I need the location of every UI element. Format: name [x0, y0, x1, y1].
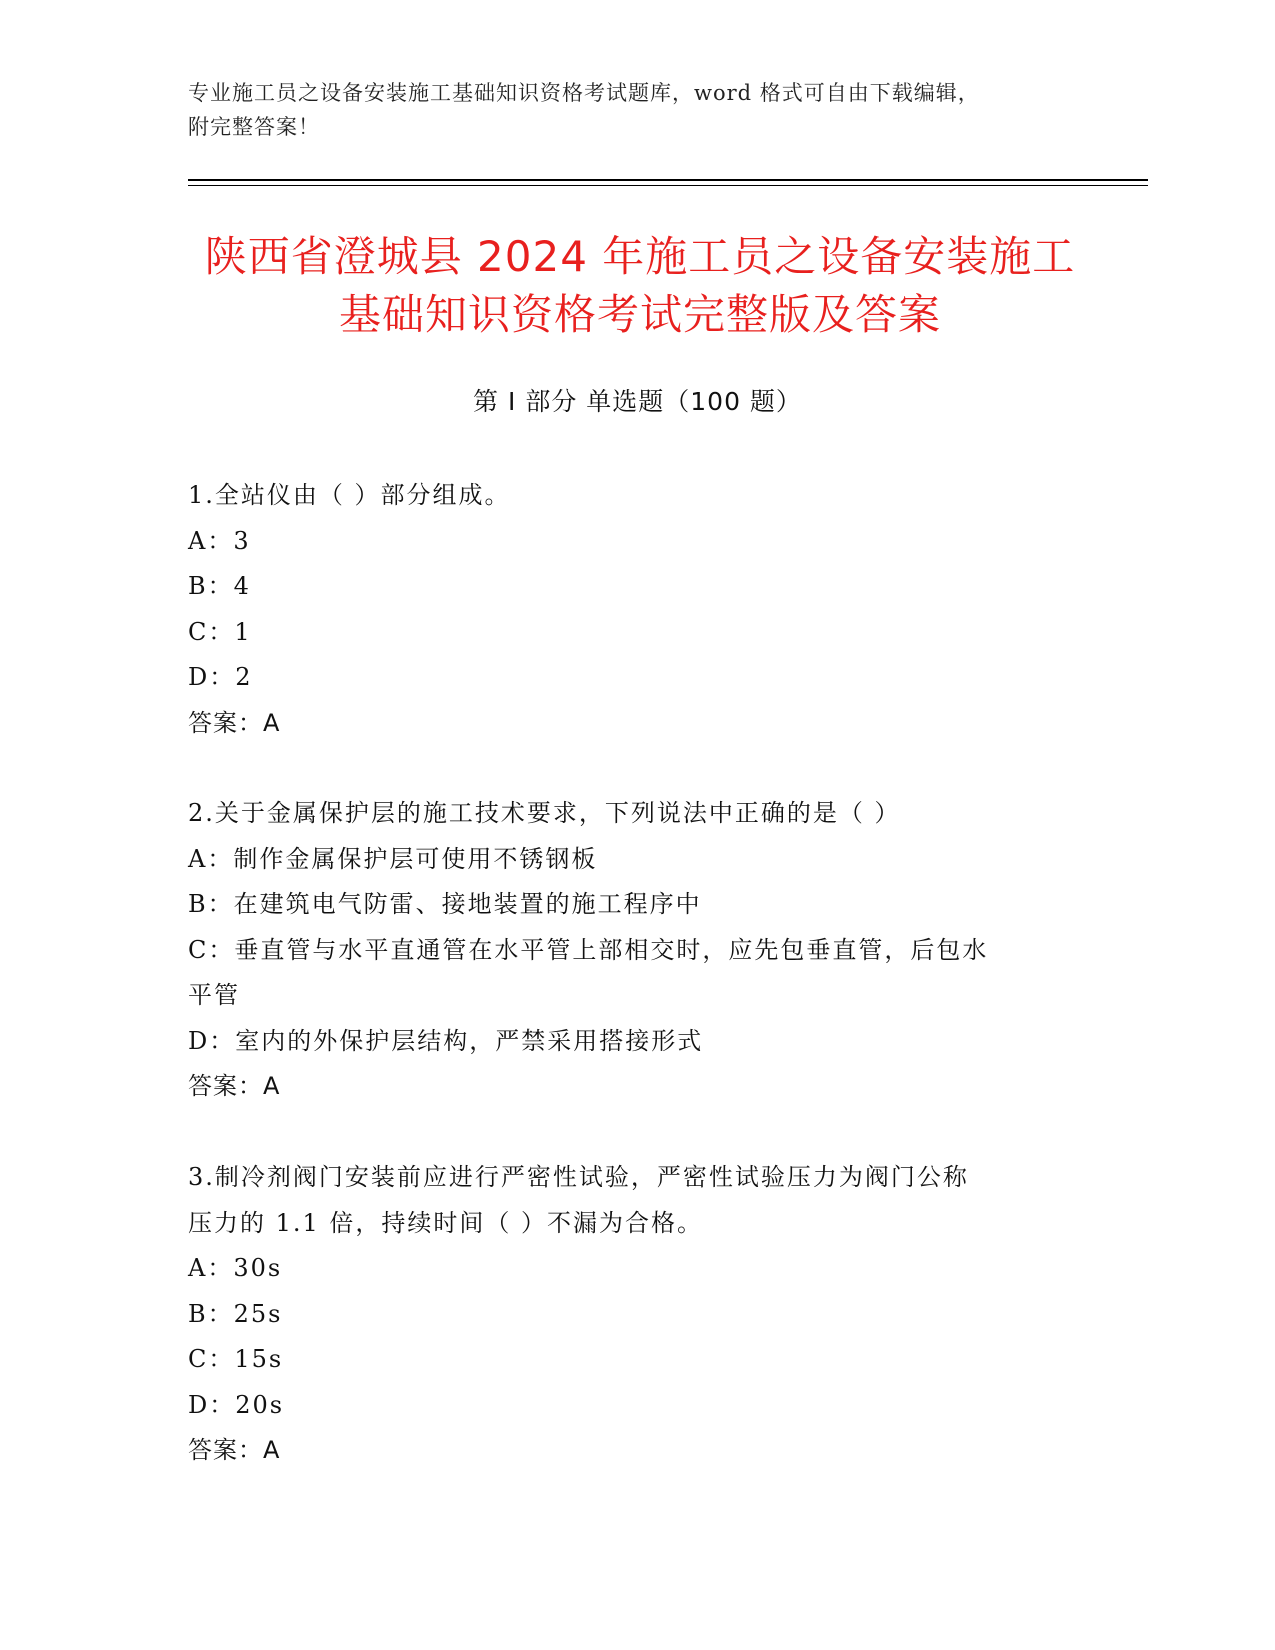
option-d: D：20s [188, 1390, 285, 1419]
option-b: B：在建筑电气防雷、接地装置的施工程序中 [188, 890, 702, 918]
option-c-continued: 平管 [188, 981, 240, 1009]
option-a: A：制作金属保护层可使用不锈钢板 [188, 844, 598, 873]
question-1 [188, 473, 1088, 746]
option-a: A：3 [188, 526, 251, 555]
header-note-line-2: 附完整答案！ [188, 115, 320, 139]
document-title [150, 228, 1130, 344]
option-a: A：30s [188, 1254, 283, 1282]
question-stem: 2.关于金属保护层的施工技术要求，下列说法中正确的是（ ） [188, 799, 901, 827]
option-d: D：室内的外保护层结构，严禁采用搭接形式 [188, 1026, 704, 1055]
header-divider-thick [188, 179, 1148, 181]
document-title-line-1: 陕西省澄城县 2024 年施工员之设备安装施工 [204, 232, 1076, 281]
question-3 [188, 1155, 1088, 1474]
section-title: 第 I 部分 单选题（100 题） [473, 387, 802, 416]
document-title-line-2: 基础知识资格考试完整版及答案 [338, 290, 941, 339]
answer: 答案：A [188, 1436, 281, 1464]
option-c: C：1 [188, 617, 252, 646]
question-stem: 3.制冷剂阀门安装前应进行严密性试验，严密性试验压力为阀门公称 [188, 1163, 969, 1191]
option-d: D：2 [188, 663, 253, 691]
header-note [188, 76, 1088, 144]
option-b: B：4 [188, 572, 251, 600]
question-stem-continued: 压力的 1.1 倍，持续时间（ ）不漏为合格。 [188, 1208, 704, 1237]
question-2 [188, 791, 1088, 1110]
header-note-line-1: 专业施工员之设备安装施工基础知识资格考试题库，word 格式可自由下载编辑， [188, 81, 980, 105]
option-c: C：垂直管与水平直通管在水平管上部相交时，应先包垂直管，后包水 [188, 935, 989, 964]
answer: 答案：A [188, 1072, 281, 1100]
option-c: C：15s [188, 1345, 284, 1373]
header-divider-thin [188, 185, 1148, 186]
option-b: B：25s [188, 1299, 283, 1328]
answer: 答案：A [188, 708, 281, 737]
question-stem: 1.全站仪由（ ）部分组成。 [188, 481, 511, 509]
